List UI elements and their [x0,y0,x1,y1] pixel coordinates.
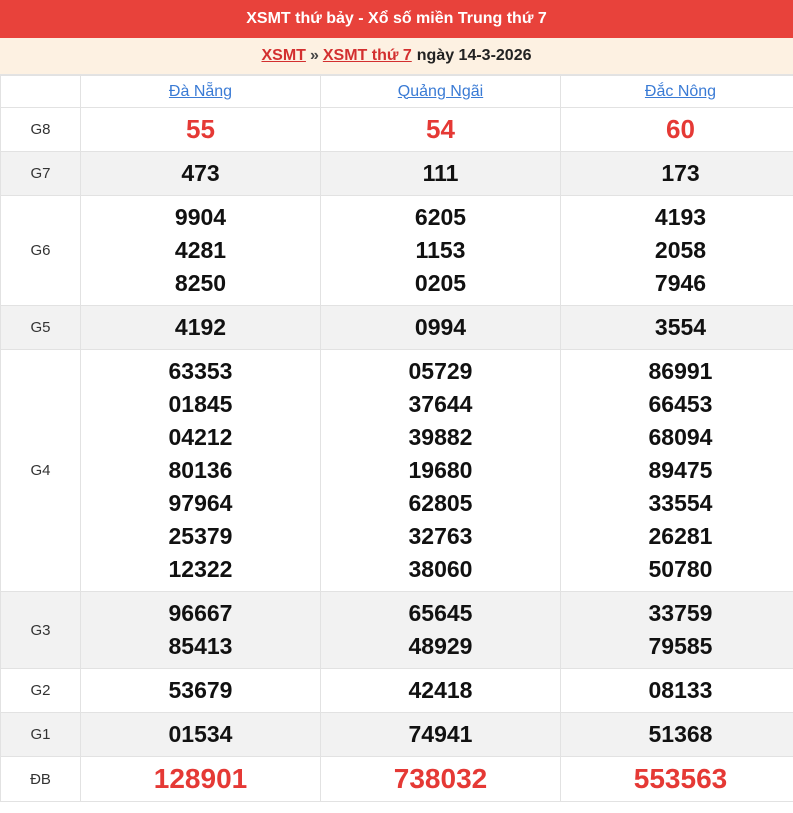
prize-cell [561,108,793,152]
prize-label: G8 [1,108,81,152]
prize-label: G3 [1,592,81,669]
breadcrumb-link-xsmt[interactable]: XSMT [261,47,306,64]
prize-number: 6205 [414,204,467,230]
prize-cell [561,757,793,802]
prize-number: 96667 [168,600,233,626]
prize-number: 4281 [174,237,227,263]
prize-cell [81,757,321,802]
prize-number: 12322 [168,556,233,582]
prize-cell [81,592,321,669]
prize-cell [321,108,561,152]
results-table [0,75,793,802]
prize-number: 25379 [168,523,233,549]
prize-row-g8 [1,108,793,152]
prize-label: G7 [1,152,81,196]
prize-number: 33554 [648,490,713,516]
prize-number: 473 [181,160,220,186]
prize-label: G4 [1,350,81,592]
prize-number: 32763 [408,523,473,549]
prize-row-g4 [1,350,793,592]
prize-label: G1 [1,713,81,757]
prize-number: 68094 [648,424,713,450]
prize-cell [81,713,321,757]
prize-label: G6 [1,196,81,306]
prize-cell [561,196,793,306]
prize-row-g6 [1,196,793,306]
prize-number: 74941 [408,721,473,747]
breadcrumb-separator: » [309,47,319,64]
prize-number: 79585 [648,633,713,659]
prize-row-g7 [1,152,793,196]
prize-cell [321,196,561,306]
prize-number: 738032 [393,763,488,794]
prize-cell [561,592,793,669]
prize-number: 3554 [654,314,707,340]
prize-cell [81,669,321,713]
prize-number: 85413 [168,633,233,659]
prize-number: 111 [422,160,459,186]
prize-number: 42418 [408,677,473,703]
prize-number: 08133 [648,677,713,703]
prize-cell [561,306,793,350]
prize-number: 53679 [168,677,233,703]
province-link-dac-nong[interactable]: Đắc Nông [644,82,717,100]
prize-number: 553563 [633,763,728,794]
prize-cell [321,152,561,196]
prize-number: 128901 [153,763,248,794]
prize-label: G5 [1,306,81,350]
prize-cell [321,592,561,669]
prize-number: 80136 [168,457,233,483]
province-header-row [1,76,793,108]
prize-number: 86991 [648,358,713,384]
prize-number: 60 [666,114,695,144]
prize-number: 63353 [168,358,233,384]
prize-label: G2 [1,669,81,713]
prize-number: 26281 [648,523,713,549]
prize-number: 48929 [408,633,473,659]
prize-number: 19680 [408,457,473,483]
draw-date: ngày 14-3-2026 [416,47,532,64]
prize-row-g5 [1,306,793,350]
prize-number: 89475 [648,457,713,483]
prize-number: 7946 [654,270,707,296]
header-corner-cell [1,76,81,108]
prize-number: 65645 [408,600,473,626]
prize-number: 2058 [654,237,707,263]
prize-cell [561,350,793,592]
prize-row-g2 [1,669,793,713]
prize-cell [81,152,321,196]
breadcrumb-link-xsmt-thu-7[interactable]: XSMT thứ 7 [322,47,412,64]
prize-cell [321,306,561,350]
prize-number: 50780 [648,556,713,582]
prize-cell [321,669,561,713]
province-link-da-nang[interactable]: Đà Nẵng [168,82,233,100]
prize-number: 0994 [414,314,467,340]
prize-number: 62805 [408,490,473,516]
prize-number: 55 [186,114,215,144]
prize-number: 4192 [174,314,227,340]
breadcrumb [0,38,793,75]
prize-row-g1 [1,713,793,757]
prize-number: 0205 [414,270,467,296]
prize-cell [81,350,321,592]
prize-number: 01534 [168,721,233,747]
prize-row-g3 [1,592,793,669]
prize-cell [81,196,321,306]
prize-cell [81,108,321,152]
prize-number: 33759 [648,600,713,626]
prize-number: 38060 [408,556,473,582]
prize-number: 39882 [408,424,473,450]
prize-cell [561,713,793,757]
prize-number: 4193 [654,204,707,230]
prize-number: 37644 [408,391,473,417]
prize-number: 173 [661,160,700,186]
prize-cell [561,152,793,196]
page-title: XSMT thứ bảy - Xổ số miền Trung thứ 7 [0,0,793,38]
prize-number: 54 [426,114,455,144]
prize-number: 66453 [648,391,713,417]
prize-cell [561,669,793,713]
prize-number: 8250 [174,270,227,296]
prize-number: 1153 [415,237,466,263]
prize-number: 04212 [168,424,233,450]
province-link-quang-ngai[interactable]: Quảng Ngãi [397,82,484,100]
prize-number: 51368 [648,721,713,747]
prize-cell [321,757,561,802]
prize-row-đb [1,757,793,802]
prize-cell [321,713,561,757]
prize-label: ĐB [1,757,81,802]
prize-number: 9904 [174,204,227,230]
prize-number: 05729 [408,358,473,384]
prize-number: 97964 [168,490,233,516]
prize-cell [81,306,321,350]
prize-number: 01845 [168,391,233,417]
prize-cell [321,350,561,592]
